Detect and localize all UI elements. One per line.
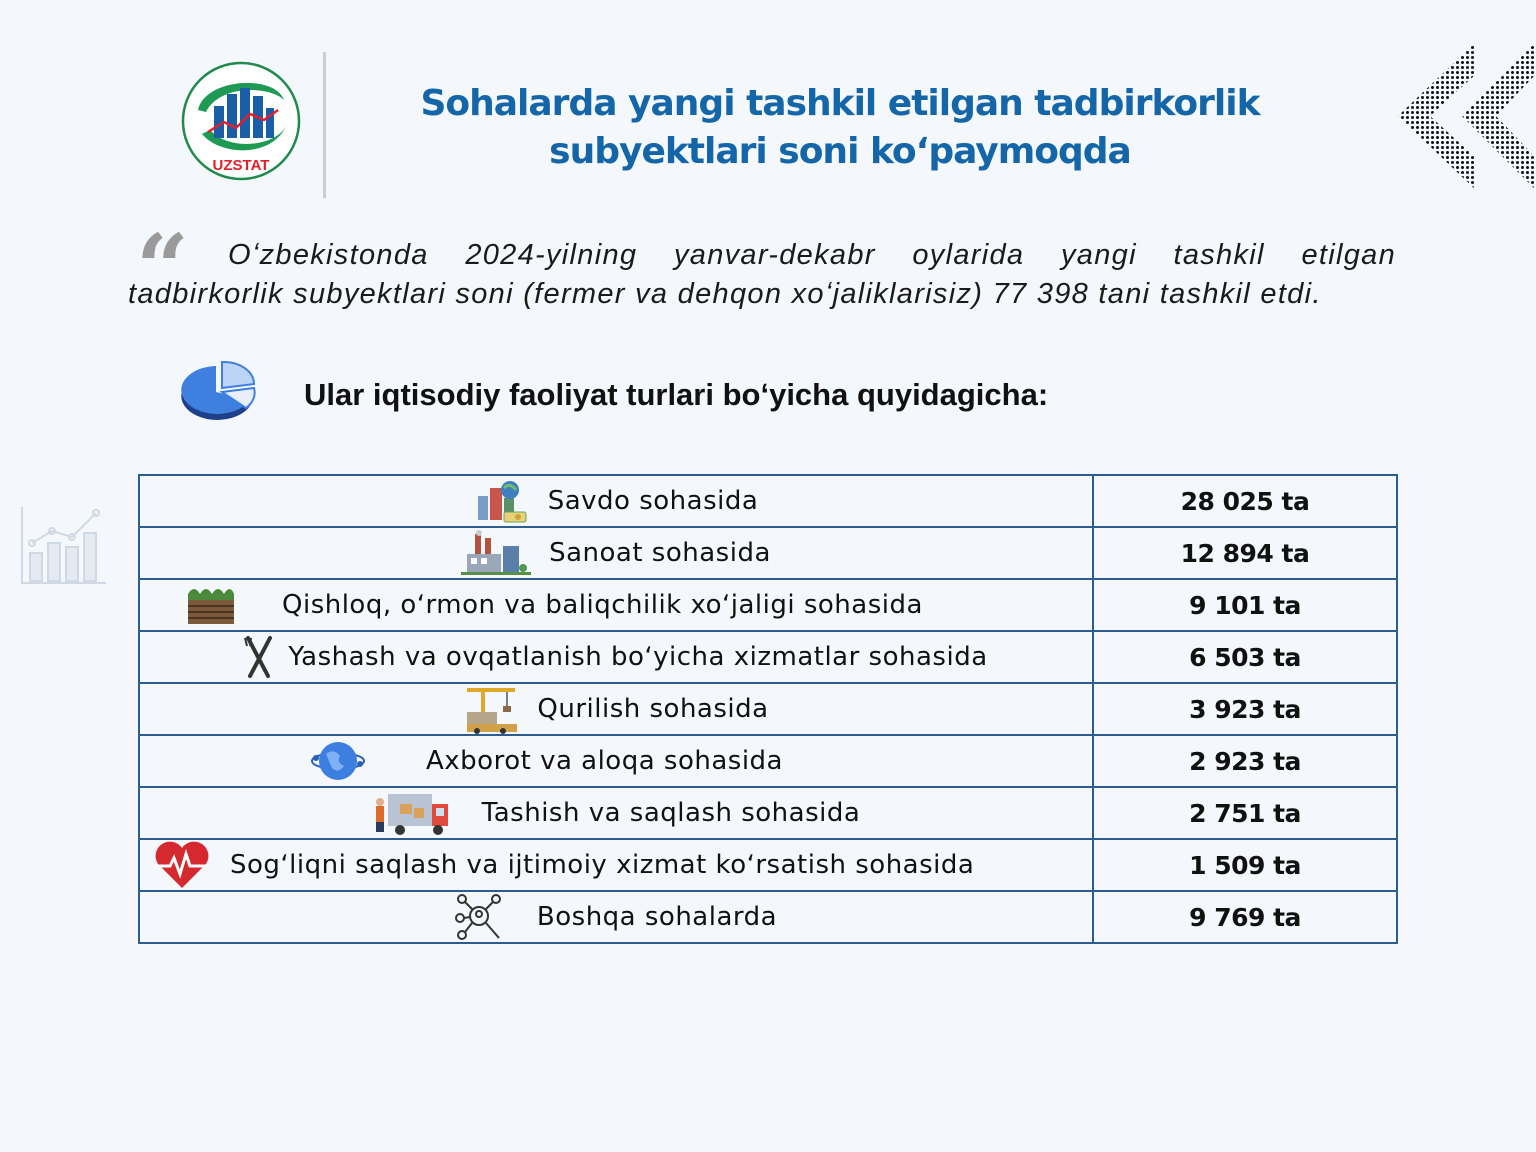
sector-label: Savdo sohasida [547, 486, 759, 516]
decorative-chevrons [1390, 40, 1536, 190]
table-row [139, 891, 1397, 943]
sector-value: 2 751 ta [1093, 787, 1397, 839]
sector-label: Sogʻliqni saqlash va ijtimoiy xizmat koʻrsatish sohasida [230, 850, 975, 880]
table-row [139, 787, 1397, 839]
people-network-icon [455, 892, 505, 942]
sector-value: 3 923 ta [1093, 683, 1397, 735]
heart-pulse-icon [152, 840, 212, 890]
quote-icon: “ [136, 214, 189, 322]
trade-icon [474, 478, 530, 524]
sector-label: Boshqa sohalarda [536, 902, 778, 932]
factory-icon [461, 530, 531, 576]
table-row [139, 683, 1397, 735]
sector-value: 9 769 ta [1093, 891, 1397, 943]
sector-label: Qurilish sohasida [537, 694, 769, 724]
globe-icon [310, 738, 366, 784]
delivery-truck-icon [372, 790, 450, 836]
construction-crane-icon [463, 684, 519, 734]
sector-label: Axborot va aloqa sohasida [426, 746, 783, 776]
table-row [139, 735, 1397, 787]
table-row [139, 839, 1397, 891]
uzstat-logo [180, 60, 302, 182]
decorative-bar-chart-icon [18, 505, 108, 587]
table-row [139, 527, 1397, 579]
sector-value: 6 503 ta [1093, 631, 1397, 683]
table-row [139, 579, 1397, 631]
sectors-table [138, 474, 1398, 944]
sector-value: 2 923 ta [1093, 735, 1397, 787]
title-line-2: subyektlari soni koʻpaymoqda [549, 131, 1131, 172]
header-divider [323, 52, 326, 198]
intro-paragraph: Oʻzbekistonda 2024-yilning yanvar-dekabr oylarida yangi tashkil etilgan tadbirkorlik subyektlari soni (fermer va dehqon xoʻjaliklarisiz) 77 398 tani tashkil etdi. [128, 239, 1396, 310]
table-row [139, 631, 1397, 683]
sector-value: 12 894 ta [1093, 527, 1397, 579]
sector-label: Yashash va ovqatlanish boʻyicha xizmatlar sohasida [288, 642, 988, 672]
section-subtitle: Ular iqtisodiy faoliyat turlari boʻyicha quyidagicha: [304, 377, 1049, 412]
page-title [340, 80, 1340, 176]
farm-field-icon [186, 584, 234, 626]
title-line-1: Sohalarda yangi tashkil etilgan tadbirkorlik [420, 83, 1260, 124]
sector-label: Qishloq, oʻrmon va baliqchilik xoʻjaligi sohasida [282, 590, 923, 620]
fork-knife-icon [244, 636, 274, 678]
table-row [139, 475, 1397, 527]
logo-text: UZSTAT [212, 157, 270, 174]
sector-label: Tashish va saqlash sohasida [481, 798, 861, 828]
sector-value: 1 509 ta [1093, 839, 1397, 891]
sector-value: 28 025 ta [1093, 475, 1397, 527]
sector-label: Sanoat sohasida [549, 538, 771, 568]
pie-chart-icon [176, 358, 258, 432]
sector-value: 9 101 ta [1093, 579, 1397, 631]
